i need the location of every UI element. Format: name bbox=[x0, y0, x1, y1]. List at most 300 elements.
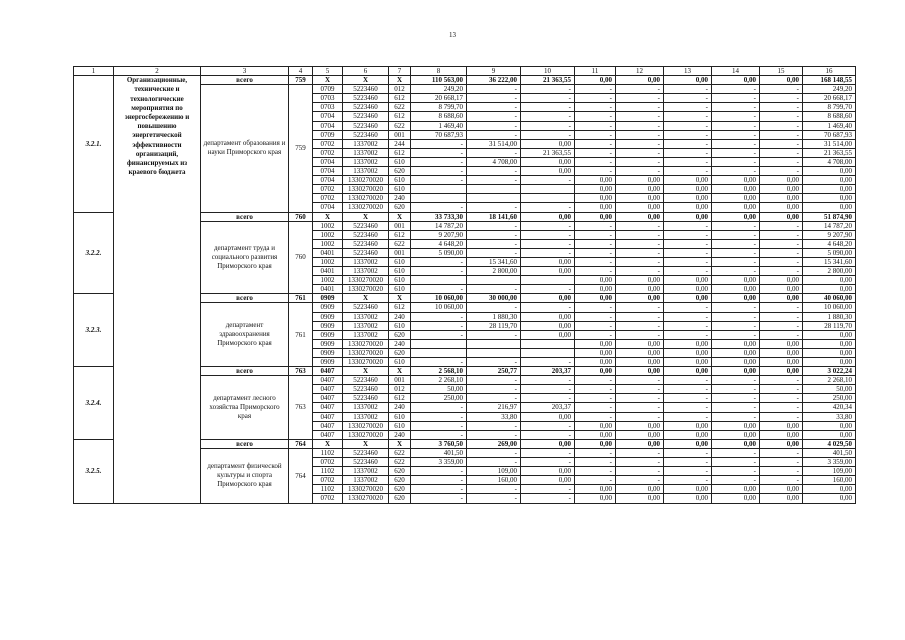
table-cell: 0,00 bbox=[760, 276, 803, 285]
table-cell: 5223460 bbox=[343, 94, 389, 103]
total-value: 0,00 bbox=[712, 367, 760, 376]
total-value: 0,00 bbox=[712, 212, 760, 221]
table-cell: 250,00 bbox=[411, 394, 467, 403]
table-cell: - bbox=[521, 385, 575, 394]
total-value: X bbox=[389, 367, 411, 376]
total-value: 0,00 bbox=[712, 76, 760, 85]
table-cell: 0,00 bbox=[803, 485, 856, 494]
table-cell: - bbox=[616, 467, 664, 476]
table-cell: - bbox=[411, 494, 467, 503]
total-value: X bbox=[313, 439, 343, 448]
total-value: 0,00 bbox=[760, 439, 803, 448]
table-cell: 0,00 bbox=[712, 358, 760, 367]
table-cell: 0407 bbox=[313, 421, 343, 430]
table-cell: - bbox=[616, 148, 664, 157]
table-cell: 401,50 bbox=[411, 448, 467, 457]
table-cell: - bbox=[760, 476, 803, 485]
table-cell: 5223460 bbox=[343, 130, 389, 139]
table-cell: 0702 bbox=[313, 148, 343, 157]
table-cell: 0,00 bbox=[712, 185, 760, 194]
table-cell: - bbox=[521, 358, 575, 367]
table-cell: 1337002 bbox=[343, 321, 389, 330]
total-value: 18 141,60 bbox=[467, 212, 521, 221]
table-cell: - bbox=[664, 130, 712, 139]
table-cell: 0407 bbox=[313, 412, 343, 421]
table-cell: - bbox=[467, 230, 521, 239]
total-value: 0,00 bbox=[575, 294, 616, 303]
table-cell: 610 bbox=[389, 157, 411, 166]
table-cell: 0,00 bbox=[712, 285, 760, 294]
table-cell: - bbox=[712, 221, 760, 230]
table-cell bbox=[521, 194, 575, 203]
table-cell: - bbox=[467, 376, 521, 385]
table-cell: 1330270020 bbox=[343, 494, 389, 503]
table-cell: 0702 bbox=[313, 494, 343, 503]
total-value: 33 733,30 bbox=[411, 212, 467, 221]
table-cell: 50,00 bbox=[411, 385, 467, 394]
table-cell: 0,00 bbox=[803, 176, 856, 185]
table-cell: 1330270020 bbox=[343, 348, 389, 357]
table-cell bbox=[467, 339, 521, 348]
table-cell: 0,00 bbox=[664, 339, 712, 348]
table-cell: - bbox=[712, 321, 760, 330]
table-cell: - bbox=[411, 321, 467, 330]
table-cell: 5223460 bbox=[343, 121, 389, 130]
table-cell: 240 bbox=[389, 430, 411, 439]
table-cell: 612 bbox=[389, 230, 411, 239]
table-cell: 612 bbox=[389, 112, 411, 121]
table-cell bbox=[411, 276, 467, 285]
table-cell: 0401 bbox=[313, 267, 343, 276]
table-cell: 1330270020 bbox=[343, 485, 389, 494]
table-cell: 1337002 bbox=[343, 148, 389, 157]
section-code: 3.2.1. bbox=[74, 76, 114, 212]
table-cell: - bbox=[411, 421, 467, 430]
column-number-header: 15 bbox=[760, 67, 803, 76]
table-cell: - bbox=[467, 239, 521, 248]
table-cell: 0909 bbox=[313, 312, 343, 321]
table-cell: 420,34 bbox=[803, 403, 856, 412]
department-name: департамент физической культуры и спорта Приморского края bbox=[201, 448, 289, 503]
table-cell: - bbox=[712, 412, 760, 421]
table-cell: 001 bbox=[389, 221, 411, 230]
department-code: 763 bbox=[289, 376, 313, 440]
table-cell: - bbox=[575, 221, 616, 230]
table-cell: 8 799,70 bbox=[803, 103, 856, 112]
table-cell: 21 363,55 bbox=[803, 148, 856, 157]
table-cell bbox=[467, 194, 521, 203]
table-cell: 0,00 bbox=[575, 494, 616, 503]
table-cell: 5 090,00 bbox=[803, 248, 856, 257]
table-cell: 5 090,00 bbox=[411, 248, 467, 257]
table-cell: 1002 bbox=[313, 239, 343, 248]
table-cell: - bbox=[616, 248, 664, 257]
total-value: 0,00 bbox=[664, 367, 712, 376]
table-cell: - bbox=[575, 103, 616, 112]
table-cell: - bbox=[664, 148, 712, 157]
table-cell: 0,00 bbox=[760, 494, 803, 503]
table-cell: 0704 bbox=[313, 112, 343, 121]
table-cell: 0,00 bbox=[664, 285, 712, 294]
table-cell: - bbox=[712, 257, 760, 266]
total-value: X bbox=[389, 439, 411, 448]
table-cell: 0,00 bbox=[664, 430, 712, 439]
department-name: департамент лесного хозяйства Приморского края bbox=[201, 376, 289, 440]
department-code: 759 bbox=[289, 85, 313, 212]
total-value: X bbox=[343, 367, 389, 376]
table-cell: 0,00 bbox=[575, 194, 616, 203]
table-cell: 0,00 bbox=[803, 276, 856, 285]
table-cell: - bbox=[575, 248, 616, 257]
table-cell: - bbox=[575, 467, 616, 476]
table-cell: - bbox=[411, 203, 467, 212]
column-number-header: 5 bbox=[313, 67, 343, 76]
table-cell: 240 bbox=[389, 312, 411, 321]
table-cell: - bbox=[575, 139, 616, 148]
table-cell: 9 207,90 bbox=[803, 230, 856, 239]
table-cell: 0703 bbox=[313, 94, 343, 103]
table-cell: 1 469,40 bbox=[803, 121, 856, 130]
table-cell: 0,00 bbox=[803, 494, 856, 503]
table-cell: - bbox=[521, 112, 575, 121]
table-cell: 1002 bbox=[313, 230, 343, 239]
table-cell: 1337002 bbox=[343, 476, 389, 485]
table-cell: - bbox=[521, 303, 575, 312]
total-value: 0,00 bbox=[521, 294, 575, 303]
table-cell bbox=[411, 185, 467, 194]
table-cell: - bbox=[467, 221, 521, 230]
table-cell: - bbox=[467, 494, 521, 503]
table-cell: 610 bbox=[389, 257, 411, 266]
table-cell: 0,00 bbox=[575, 203, 616, 212]
table-cell: 620 bbox=[389, 167, 411, 176]
total-value: 0,00 bbox=[575, 212, 616, 221]
table-cell: - bbox=[664, 330, 712, 339]
table-cell: 0,00 bbox=[616, 185, 664, 194]
total-value: 250,77 bbox=[467, 367, 521, 376]
table-cell: 0,00 bbox=[521, 476, 575, 485]
table-cell: 5223460 bbox=[343, 221, 389, 230]
table-cell: 250,00 bbox=[803, 394, 856, 403]
table-cell: 240 bbox=[389, 339, 411, 348]
total-value: 168 148,55 bbox=[803, 76, 856, 85]
table-cell: - bbox=[521, 494, 575, 503]
total-value: 0,00 bbox=[760, 76, 803, 85]
table-cell: - bbox=[411, 412, 467, 421]
table-cell: 4 648,20 bbox=[411, 239, 467, 248]
table-cell: 0407 bbox=[313, 403, 343, 412]
table-cell: 620 bbox=[389, 476, 411, 485]
table-cell: - bbox=[664, 248, 712, 257]
table-cell: 0,00 bbox=[575, 176, 616, 185]
table-cell: - bbox=[575, 448, 616, 457]
table-cell: 0,00 bbox=[521, 312, 575, 321]
table-cell: - bbox=[760, 376, 803, 385]
table-cell: 0407 bbox=[313, 394, 343, 403]
table-cell: - bbox=[467, 385, 521, 394]
table-cell: - bbox=[575, 85, 616, 94]
table-cell: 1 469,40 bbox=[411, 121, 467, 130]
table-cell: 0,00 bbox=[803, 203, 856, 212]
table-cell: 610 bbox=[389, 412, 411, 421]
table-cell: - bbox=[712, 130, 760, 139]
table-cell: 0,00 bbox=[760, 348, 803, 357]
table-cell: 1337002 bbox=[343, 267, 389, 276]
table-cell: - bbox=[575, 476, 616, 485]
table-cell: 5223460 bbox=[343, 458, 389, 467]
table-cell: 620 bbox=[389, 348, 411, 357]
table-cell: - bbox=[467, 285, 521, 294]
table-cell: - bbox=[575, 130, 616, 139]
table-cell: 0,00 bbox=[712, 276, 760, 285]
table-cell: 0702 bbox=[313, 185, 343, 194]
table-cell: - bbox=[664, 139, 712, 148]
total-label: всего bbox=[201, 76, 289, 85]
table-cell: - bbox=[616, 321, 664, 330]
table-cell: 0407 bbox=[313, 376, 343, 385]
table-cell: 0,00 bbox=[575, 276, 616, 285]
table-cell: 9 207,90 bbox=[411, 230, 467, 239]
table-cell: 1102 bbox=[313, 448, 343, 457]
table-cell: 33,80 bbox=[467, 412, 521, 421]
table-cell: 14 787,20 bbox=[803, 221, 856, 230]
table-cell: - bbox=[411, 330, 467, 339]
table-cell: - bbox=[411, 267, 467, 276]
table-cell: 1337002 bbox=[343, 403, 389, 412]
table-cell: - bbox=[411, 358, 467, 367]
table-cell: 1330270020 bbox=[343, 430, 389, 439]
table-cell: 620 bbox=[389, 330, 411, 339]
table-cell: - bbox=[664, 230, 712, 239]
table-cell: 610 bbox=[389, 276, 411, 285]
table-cell: 0909 bbox=[313, 303, 343, 312]
table-cell: - bbox=[411, 157, 467, 166]
table-cell: - bbox=[664, 257, 712, 266]
table-cell: 620 bbox=[389, 494, 411, 503]
table-cell: 0,00 bbox=[760, 194, 803, 203]
table-cell: 8 688,60 bbox=[411, 112, 467, 121]
table-cell: - bbox=[575, 312, 616, 321]
table-cell: - bbox=[467, 330, 521, 339]
column-number-header: 6 bbox=[343, 67, 389, 76]
table-cell: 620 bbox=[389, 467, 411, 476]
table-cell: - bbox=[664, 267, 712, 276]
total-value: 40 060,00 bbox=[803, 294, 856, 303]
table-cell: 0,00 bbox=[521, 267, 575, 276]
table-cell: - bbox=[760, 312, 803, 321]
table-cell: 622 bbox=[389, 103, 411, 112]
table-cell: - bbox=[467, 448, 521, 457]
table-cell: 0704 bbox=[313, 167, 343, 176]
table-cell: - bbox=[664, 103, 712, 112]
column-number-header: 2 bbox=[114, 67, 201, 76]
table-cell: - bbox=[760, 448, 803, 457]
table-cell: - bbox=[411, 285, 467, 294]
table-cell: - bbox=[616, 330, 664, 339]
table-cell: 0,00 bbox=[521, 467, 575, 476]
total-value: 4 029,50 bbox=[803, 439, 856, 448]
table-cell: 0,00 bbox=[664, 185, 712, 194]
table-cell: 0,00 bbox=[616, 421, 664, 430]
table-cell: 401,50 bbox=[803, 448, 856, 457]
table-cell: 0,00 bbox=[616, 339, 664, 348]
total-value: 0407 bbox=[313, 367, 343, 376]
table-cell: - bbox=[664, 303, 712, 312]
table-cell: - bbox=[411, 176, 467, 185]
table-cell: 1330270020 bbox=[343, 358, 389, 367]
table-cell: 0709 bbox=[313, 130, 343, 139]
total-value: 269,00 bbox=[467, 439, 521, 448]
table-cell: - bbox=[521, 221, 575, 230]
table-cell: - bbox=[712, 139, 760, 148]
table-cell: 160,00 bbox=[467, 476, 521, 485]
table-cell bbox=[521, 276, 575, 285]
table-cell bbox=[411, 348, 467, 357]
total-value: X bbox=[343, 439, 389, 448]
table-cell: 0407 bbox=[313, 430, 343, 439]
table-cell: 0,00 bbox=[712, 494, 760, 503]
table-cell: - bbox=[664, 403, 712, 412]
table-cell: 0909 bbox=[313, 339, 343, 348]
table-cell: 001 bbox=[389, 130, 411, 139]
total-value: 0,00 bbox=[664, 294, 712, 303]
table-cell: - bbox=[664, 458, 712, 467]
total-value: 0,00 bbox=[712, 294, 760, 303]
table-cell: - bbox=[712, 476, 760, 485]
table-cell: - bbox=[664, 239, 712, 248]
table-cell: 20 668,17 bbox=[803, 94, 856, 103]
table-cell: - bbox=[467, 485, 521, 494]
table-cell: 0,00 bbox=[803, 348, 856, 357]
column-number-header: 10 bbox=[521, 67, 575, 76]
table-cell: - bbox=[664, 376, 712, 385]
total-value: 2 568,10 bbox=[411, 367, 467, 376]
table-cell: 1337002 bbox=[343, 412, 389, 421]
table-cell: - bbox=[616, 476, 664, 485]
table-cell: 0704 bbox=[313, 121, 343, 130]
table-cell: - bbox=[575, 303, 616, 312]
table-cell: - bbox=[760, 148, 803, 157]
table-cell: - bbox=[575, 167, 616, 176]
table-cell: - bbox=[467, 458, 521, 467]
table-cell: 0,00 bbox=[760, 358, 803, 367]
table-cell: 0,00 bbox=[712, 430, 760, 439]
table-cell: 4 708,00 bbox=[467, 157, 521, 166]
table-cell: - bbox=[760, 121, 803, 130]
table-cell: - bbox=[616, 157, 664, 166]
total-value: X bbox=[343, 76, 389, 85]
table-cell: 0,00 bbox=[760, 430, 803, 439]
table-cell: 0,00 bbox=[616, 176, 664, 185]
column-number-header: 16 bbox=[803, 67, 856, 76]
table-cell: - bbox=[575, 330, 616, 339]
total-value: X bbox=[389, 212, 411, 221]
table-cell: 8 799,70 bbox=[411, 103, 467, 112]
table-cell: - bbox=[616, 385, 664, 394]
table-cell: - bbox=[760, 385, 803, 394]
table-cell: 0,00 bbox=[803, 330, 856, 339]
section-code: 3.2.5. bbox=[74, 439, 114, 503]
table-cell: - bbox=[521, 94, 575, 103]
table-cell: - bbox=[575, 121, 616, 130]
total-label: всего bbox=[201, 294, 289, 303]
table-cell: - bbox=[760, 412, 803, 421]
table-cell bbox=[521, 185, 575, 194]
table-cell: 0704 bbox=[313, 176, 343, 185]
table-cell: 0703 bbox=[313, 103, 343, 112]
table-cell: 240 bbox=[389, 403, 411, 412]
table-cell: 0704 bbox=[313, 157, 343, 166]
table-cell: - bbox=[521, 285, 575, 294]
table-cell: - bbox=[521, 230, 575, 239]
table-cell: 1102 bbox=[313, 485, 343, 494]
table-cell: - bbox=[712, 467, 760, 476]
table-cell: 0407 bbox=[313, 385, 343, 394]
table-cell: - bbox=[575, 394, 616, 403]
table-cell: 5223460 bbox=[343, 248, 389, 257]
table-cell: - bbox=[575, 267, 616, 276]
table-cell: 0,00 bbox=[760, 285, 803, 294]
table-cell: - bbox=[575, 148, 616, 157]
table-cell: 1337002 bbox=[343, 139, 389, 148]
table-cell: 203,37 bbox=[521, 403, 575, 412]
table-cell: 31 514,00 bbox=[803, 139, 856, 148]
table-cell: 14 787,20 bbox=[411, 221, 467, 230]
table-cell: - bbox=[664, 385, 712, 394]
table-cell: 0,00 bbox=[664, 485, 712, 494]
table-cell: 610 bbox=[389, 176, 411, 185]
table-cell: - bbox=[467, 112, 521, 121]
table-cell: - bbox=[712, 121, 760, 130]
table-cell: - bbox=[712, 385, 760, 394]
table-cell: - bbox=[712, 458, 760, 467]
table-cell: 0,00 bbox=[803, 285, 856, 294]
table-cell: 1337002 bbox=[343, 257, 389, 266]
table-cell: - bbox=[411, 403, 467, 412]
table-cell: 0,00 bbox=[575, 185, 616, 194]
table-cell: 612 bbox=[389, 148, 411, 157]
column-number-header: 4 bbox=[289, 67, 313, 76]
table-cell: - bbox=[575, 321, 616, 330]
column-number-header: 3 bbox=[201, 67, 289, 76]
total-value: 0909 bbox=[313, 294, 343, 303]
table-cell: 0,00 bbox=[521, 330, 575, 339]
total-value: 0,00 bbox=[575, 367, 616, 376]
table-cell: 0,00 bbox=[712, 348, 760, 357]
table-cell: 50,00 bbox=[803, 385, 856, 394]
dept-code: 764 bbox=[289, 439, 313, 448]
table-cell: - bbox=[712, 112, 760, 121]
table-cell: - bbox=[467, 176, 521, 185]
table-cell: 1330270020 bbox=[343, 176, 389, 185]
table-cell: 244 bbox=[389, 139, 411, 148]
table-cell: 1 880,30 bbox=[803, 312, 856, 321]
total-value: 3 022,24 bbox=[803, 367, 856, 376]
table-cell: - bbox=[521, 85, 575, 94]
table-cell: 4 708,00 bbox=[803, 157, 856, 166]
table-cell: 240 bbox=[389, 194, 411, 203]
total-value: 0,00 bbox=[616, 367, 664, 376]
table-cell bbox=[467, 185, 521, 194]
table-cell: 5223460 bbox=[343, 239, 389, 248]
table-cell: - bbox=[521, 458, 575, 467]
table-cell bbox=[467, 276, 521, 285]
table-cell: 28 119,70 bbox=[467, 321, 521, 330]
dept-code: 760 bbox=[289, 212, 313, 221]
table-cell: 620 bbox=[389, 485, 411, 494]
table-cell bbox=[411, 339, 467, 348]
table-cell: 0,00 bbox=[664, 494, 712, 503]
